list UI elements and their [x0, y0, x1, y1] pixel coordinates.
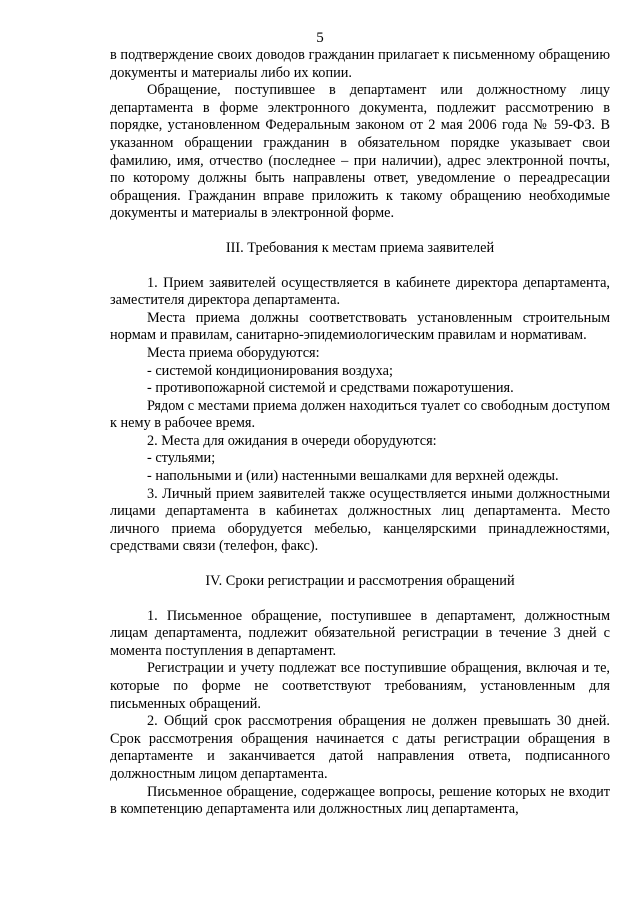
paragraph: 2. Места для ожидания в очереди оборудуются: — [147, 432, 437, 449]
paragraph: Рядом с местами приема должен находиться туалет со свободным доступом к нему в рабочее время. — [110, 397, 610, 432]
document-body — [110, 47, 610, 819]
paragraph: в подтверждение своих доводов гражданин прилагает к письменному обращению документы и материалы либо их копии. — [110, 47, 610, 81]
paragraph: Места приема должны соответствовать установленным строительным нормам и правилам, санитарно-эпидемиологическим правилам и нормативам. — [110, 309, 610, 344]
section-heading: IV. Сроки регистрации и рассмотрения обращений — [205, 573, 515, 590]
paragraph: 2. Общий срок рассмотрения обращения не должен превышать 30 дней. Срок рассмотрения обращения начинается с даты регистрации обращения в департаменте и заканчивается датой направления ответа, подписанного должностным лицом департамента. — [110, 713, 610, 782]
paragraph: Регистрации и учету подлежат все поступившие обращения, включая и те, которые по форме не соответствуют требованиям, установленным для письменных обращений. — [110, 660, 610, 712]
section-heading: III. Требования к местам приема заявителей — [225, 239, 495, 256]
page-number: 5 — [316, 30, 324, 46]
paragraph: 1. Прием заявителей осуществляется в кабинете директора департамента, заместителя директора департамента. — [110, 274, 610, 309]
paragraph: 3. Личный прием заявителей также осуществляется иными должностными лицами департамента в кабинетах должностных лиц департамента. Место личного приема оборудуется мебелью, канцелярскими принадлежностями, средствами связи (телефон, факс). — [110, 485, 610, 555]
paragraph: Письменное обращение, содержащее вопросы, решение которых не входит в компетенцию департамента или должностных лиц департамента, — [110, 783, 610, 818]
paragraph: Места приема оборудуются: — [147, 344, 320, 361]
list-item: - противопожарной системой и средствами пожаротушения. — [147, 380, 514, 397]
list-item: - стульями; — [147, 450, 216, 467]
list-item: - напольными и (или) настенными вешалками для верхней одежды. — [147, 468, 559, 485]
list-item: - системой кондиционирования воздуха; — [147, 362, 393, 379]
paragraph: Обращение, поступившее в департамент или должностному лицу департамента в форме электронного документа, подлежит рассмотрению в порядке, установленном Федеральным законом от 2 мая 2006 года № 59-ФЗ. В указанном обращении гражданин в обязательном порядке указывает свои фамилию, имя, отчество (последнее – при наличии), адрес электронной почты, по которому должны быть направлены ответ, уведомление о переадресации обращения. Гражданин вправе приложить к такому обращению необходимые документы и материалы в электронной форме. — [110, 82, 610, 222]
paragraph: 1. Письменное обращение, поступившее в департамент, должностным лицам департамента, подлежит обязательной регистрации в течение 3 дней с момента поступления в департамент. — [110, 607, 610, 659]
